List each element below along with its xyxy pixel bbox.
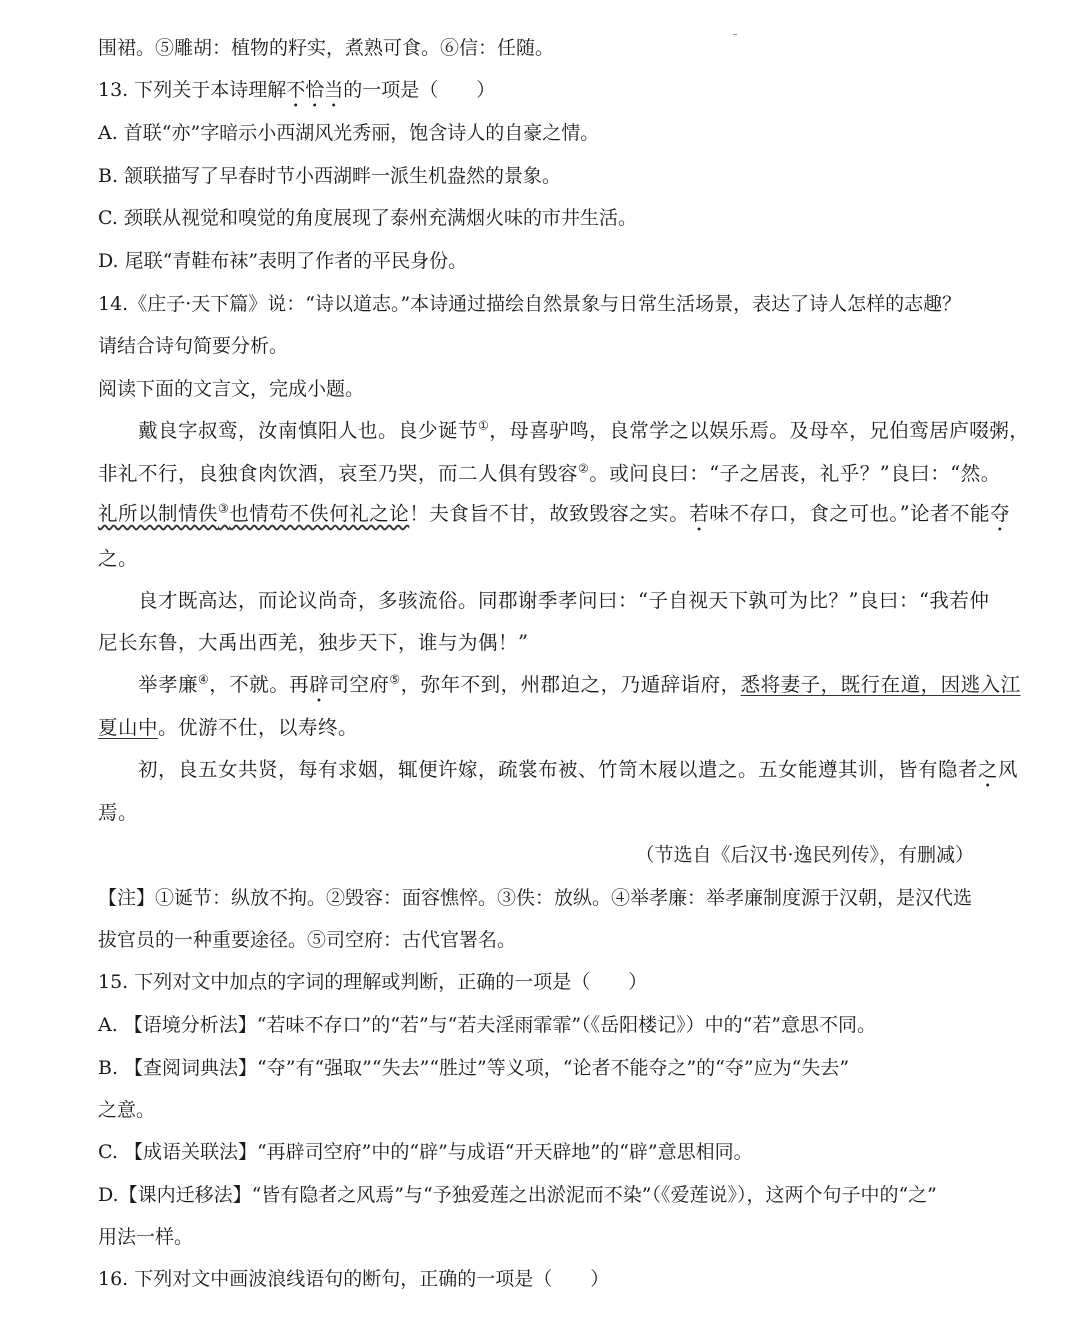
passage-source: （节选自《后汉书·逸民列传》，有删减）	[635, 844, 974, 866]
note-marker: ③	[218, 501, 230, 516]
notes-line2: 拔官员的一种重要途径。⑤司空府：古代官署名。	[98, 929, 517, 951]
q13-stem-post: 的一项是（ ）	[343, 79, 496, 101]
reading-prompt: 阅读下面的文言文，完成小题。	[98, 378, 365, 400]
q13-stem-pre: 13. 下列关于本诗理解	[98, 79, 287, 101]
q13-option-d: D. 尾联“青鞋布袜”表明了作者的平民身份。	[98, 250, 468, 272]
note-marker: ①	[478, 418, 490, 433]
q15-option-a: A. 【语境分析法】“若味不存口”的“若”与“若夫淫雨霏霏”（《岳阳楼记》）中的“若”意思不同。	[98, 1014, 877, 1036]
dotted-word: 之	[978, 758, 999, 781]
text-run: 风	[998, 758, 1019, 781]
scan-speck	[733, 34, 737, 35]
text-run: ，不就。再	[209, 673, 310, 696]
text-run: 初，良五女共贤，每有求姻，辄便许嫁，疏裳布被、竹笥木屐以遣之。五女能遵其训，皆有隐者	[138, 758, 979, 781]
text-run: ！夫食旨不甘，故致毁容之实。	[409, 502, 690, 525]
text-run: 味不存口，食之可也。”论者不能	[709, 502, 991, 525]
text-run: 。或问良曰：“子之居丧，礼乎？”良曰：“然。	[589, 462, 1001, 485]
text-run: 。优游不仕，以寿终。	[158, 716, 359, 739]
dotted-word: 辟	[309, 673, 330, 696]
text-run: ，母喜驴鸣，良常学之以娱乐焉。及母卒，兄伯鸾居庐啜粥，	[489, 419, 1030, 442]
q14-stem-line1: 14.《庄子·天下篇》说：“诗以道志。”本诗通过描绘自然景象与日常生活场景，表达了诗人怎样的志趣？	[98, 293, 962, 315]
passage-p2-line2: 尼长东鲁，大禹出西羌，独步天下，谁与为偶！”	[98, 631, 529, 654]
text-run: 举孝廉	[138, 673, 199, 696]
note-marker: ②	[578, 461, 590, 476]
passage-p4-line1	[138, 758, 1019, 792]
underlined-sentence: 夏山中	[98, 716, 159, 739]
text-run: 戴良字叔鸾，汝南慎阳人也。良少诞节	[138, 419, 479, 442]
text-run: 礼所以制情佚	[98, 502, 219, 525]
underlined-sentence: 悉将妻子，既行在道，因逃入江	[740, 673, 1021, 696]
q15-option-c: C. 【成语关联法】“再辟司空府”中的“辟”与成语“开天辟地”的“辟”意思相同。	[98, 1141, 753, 1163]
note-marker: ④	[198, 672, 210, 687]
text-run: 司空府	[329, 673, 390, 696]
text-run: 非礼不行，良独食肉饮酒，哀至乃哭，而二人俱有毁容	[98, 462, 579, 485]
text-run: 也情苟不佚何礼之论	[229, 502, 410, 525]
q15-stem: 15. 下列对文中加点的字词的理解或判断，正确的一项是（ ）	[98, 971, 648, 993]
text-run: ，弥年不到，州郡迫之，乃遁辞诣府，	[400, 673, 741, 696]
q13-stem	[98, 78, 988, 112]
q13-stem-emphasis: 不恰当	[286, 79, 344, 101]
dotted-word: 夺	[990, 502, 1011, 525]
q13-option-c: C. 颈联从视觉和嗅觉的角度展现了泰州充满烟火味的市井生活。	[98, 207, 637, 229]
dotted-word: 若	[689, 502, 710, 525]
passage-p4-line2: 焉。	[98, 801, 139, 824]
passage-p3-line1	[138, 672, 1021, 707]
q16-stem: 16. 下列对文中画波浪线语句的断句，正确的一项是（ ）	[98, 1268, 610, 1290]
q15-option-b-line1: B. 【查阅词典法】“夺”有“强取”“失去”“胜过”等义项，“论者不能夺之”的“夺”应为“失去”	[98, 1057, 850, 1079]
q15-option-d-line1: D.【课内迁移法】“皆有隐者之风焉”与“予独爱莲之出淤泥而不染”（《爱莲说》），这两个句子中的“之”	[98, 1184, 937, 1206]
wavy-sentence	[98, 502, 409, 525]
note-marker: ⑤	[389, 672, 401, 687]
note-tail: 围裙。⑤雕胡：植物的籽实，煮熟可食。⑥信：任随。	[98, 37, 555, 59]
q14-stem-line2: 请结合诗句简要分析。	[98, 335, 289, 357]
q13-option-a: A. 首联“亦”字暗示小西湖风光秀丽，饱含诗人的自豪之情。	[98, 122, 600, 144]
passage-p1-line3	[98, 501, 1011, 536]
passage-p3-line2	[98, 716, 988, 740]
q15-option-d-line2: 用法一样。	[98, 1226, 194, 1248]
passage-p1-line4: 之。	[98, 547, 139, 570]
notes-line1: 【注】①诞节：纵放不拘。②毁容：面容憔悴。③佚：放纵。④举孝廉：举孝廉制度源于汉朝，是汉代选	[98, 887, 973, 909]
passage-p2-line1: 良才既高达，而论议尚奇，多骇流俗。同郡谢季孝问曰：“子自视天下孰可为比？”良曰：“我若仲	[138, 589, 990, 612]
passage-p1-line2	[98, 461, 1001, 486]
q15-option-b-line2: 之意。	[98, 1099, 156, 1121]
q13-option-b: B. 颔联描写了早春时节小西湖畔一派生机盎然的景象。	[98, 165, 562, 187]
passage-p1-line1	[138, 418, 1030, 443]
